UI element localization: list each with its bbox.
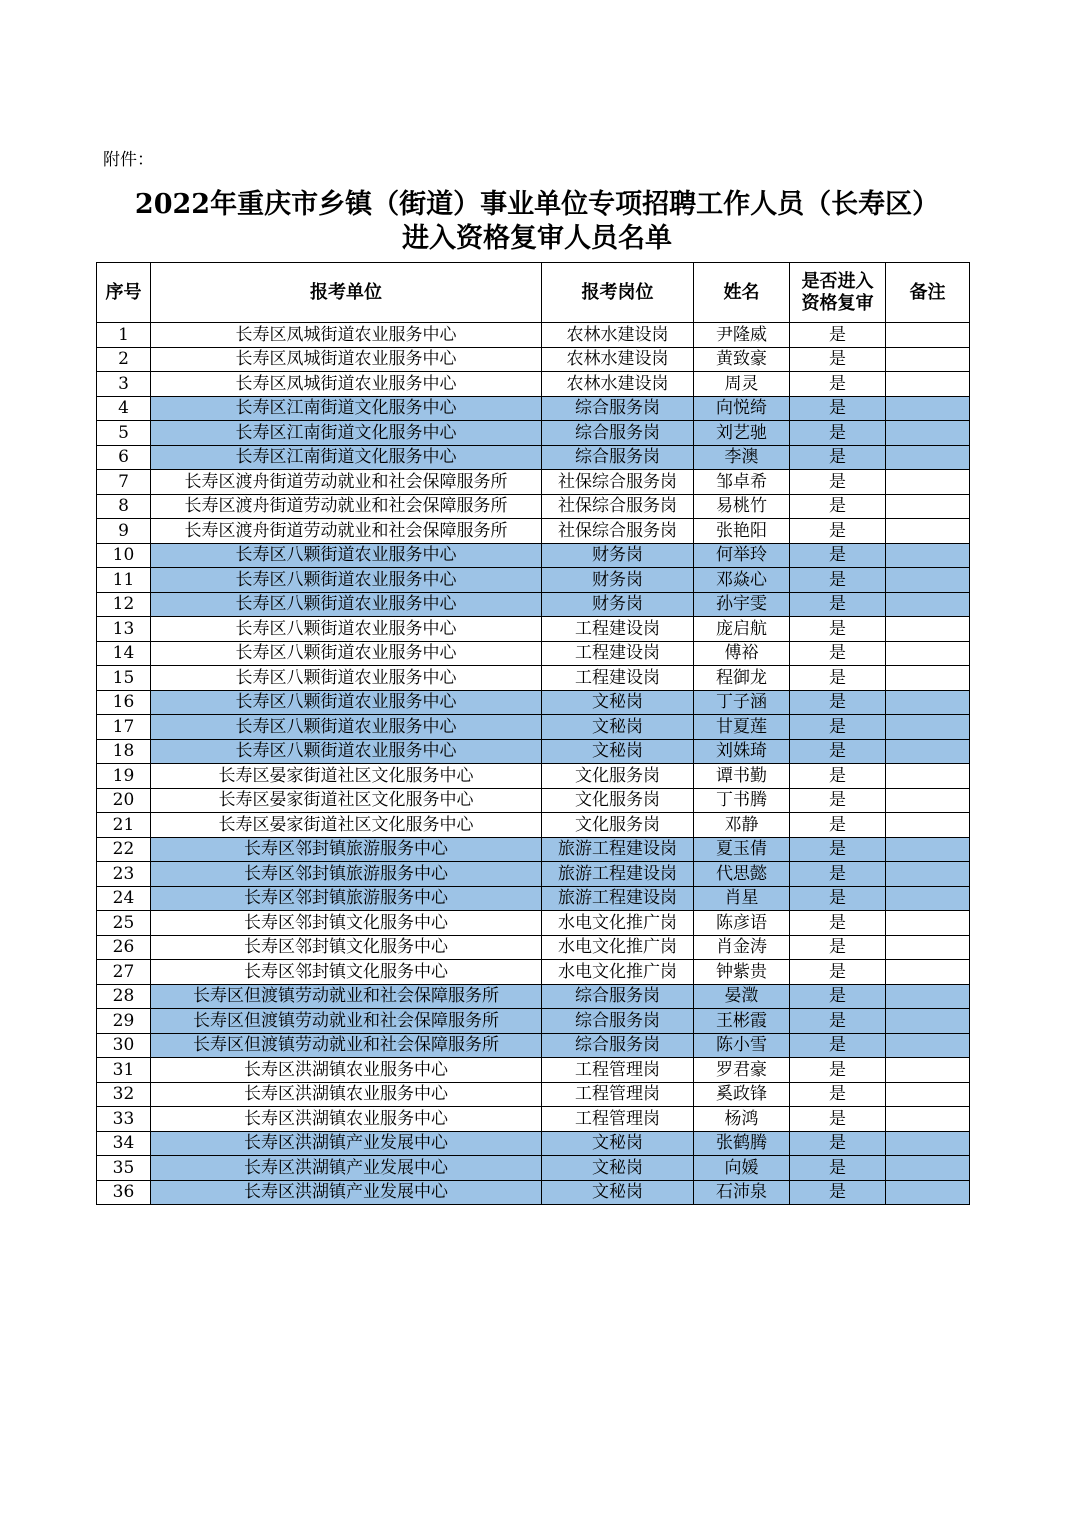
cell-name: 向悦绮 — [694, 396, 790, 421]
cell-unit: 长寿区邻封镇旅游服务中心 — [151, 837, 542, 862]
cell-review: 是 — [790, 1009, 886, 1034]
cell-post: 文秘岗 — [542, 739, 694, 764]
cell-index: 11 — [97, 568, 151, 593]
table-row — [97, 764, 970, 789]
cell-note — [886, 641, 970, 666]
cell-note — [886, 372, 970, 397]
cell-unit: 长寿区洪湖镇农业服务中心 — [151, 1107, 542, 1132]
cell-index: 29 — [97, 1009, 151, 1034]
cell-note — [886, 935, 970, 960]
cell-name: 陈小雪 — [694, 1033, 790, 1058]
table-header-row — [97, 263, 970, 323]
cell-unit: 长寿区八颗街道农业服务中心 — [151, 617, 542, 642]
cell-name: 肖金涛 — [694, 935, 790, 960]
cell-note — [886, 666, 970, 691]
cell-name: 庞启航 — [694, 617, 790, 642]
cell-note — [886, 1082, 970, 1107]
cell-index: 6 — [97, 445, 151, 470]
cell-note — [886, 1058, 970, 1083]
cell-name: 向媛 — [694, 1156, 790, 1181]
cell-unit: 长寿区八颗街道农业服务中心 — [151, 543, 542, 568]
cell-name: 代思懿 — [694, 862, 790, 887]
table-row — [97, 470, 970, 495]
cell-name: 尹隆威 — [694, 323, 790, 348]
cell-post: 水电文化推广岗 — [542, 911, 694, 936]
header-unit: 报考单位 — [151, 263, 542, 323]
header-note: 备注 — [886, 263, 970, 323]
cell-note — [886, 862, 970, 887]
cell-name: 傅裕 — [694, 641, 790, 666]
cell-review: 是 — [790, 347, 886, 372]
cell-post: 文秘岗 — [542, 1156, 694, 1181]
cell-post: 财务岗 — [542, 592, 694, 617]
cell-note — [886, 837, 970, 862]
cell-note — [886, 396, 970, 421]
cell-review: 是 — [790, 715, 886, 740]
cell-review: 是 — [790, 911, 886, 936]
table-row — [97, 935, 970, 960]
cell-post: 农林水建设岗 — [542, 323, 694, 348]
cell-index: 26 — [97, 935, 151, 960]
cell-index: 22 — [97, 837, 151, 862]
table-row — [97, 347, 970, 372]
cell-note — [886, 592, 970, 617]
cell-unit: 长寿区渡舟街道劳动就业和社会保障服务所 — [151, 470, 542, 495]
cell-review: 是 — [790, 1107, 886, 1132]
cell-note — [886, 568, 970, 593]
cell-name: 丁书腾 — [694, 788, 790, 813]
cell-unit: 长寿区洪湖镇产业发展中心 — [151, 1156, 542, 1181]
cell-unit: 长寿区邻封镇文化服务中心 — [151, 911, 542, 936]
table-row — [97, 1156, 970, 1181]
cell-review: 是 — [790, 592, 886, 617]
cell-note — [886, 886, 970, 911]
table-row — [97, 1180, 970, 1205]
table-row — [97, 886, 970, 911]
cell-post: 农林水建设岗 — [542, 347, 694, 372]
cell-index: 19 — [97, 764, 151, 789]
cell-review: 是 — [790, 494, 886, 519]
table-row — [97, 911, 970, 936]
cell-unit: 长寿区八颗街道农业服务中心 — [151, 568, 542, 593]
cell-post: 农林水建设岗 — [542, 372, 694, 397]
table-row — [97, 421, 970, 446]
cell-unit: 长寿区邻封镇文化服务中心 — [151, 935, 542, 960]
cell-index: 12 — [97, 592, 151, 617]
table-row — [97, 862, 970, 887]
cell-index: 30 — [97, 1033, 151, 1058]
cell-note — [886, 1180, 970, 1205]
cell-note — [886, 911, 970, 936]
cell-review: 是 — [790, 1180, 886, 1205]
table-row — [97, 690, 970, 715]
cell-index: 36 — [97, 1180, 151, 1205]
cell-post: 文秘岗 — [542, 1180, 694, 1205]
cell-note — [886, 739, 970, 764]
table-row — [97, 445, 970, 470]
cell-name: 程御龙 — [694, 666, 790, 691]
cell-review: 是 — [790, 764, 886, 789]
cell-review: 是 — [790, 470, 886, 495]
cell-note — [886, 813, 970, 838]
cell-unit: 长寿区晏家街道社区文化服务中心 — [151, 788, 542, 813]
cell-note — [886, 715, 970, 740]
cell-name: 李澳 — [694, 445, 790, 470]
cell-name: 邓焱心 — [694, 568, 790, 593]
cell-post: 综合服务岗 — [542, 1033, 694, 1058]
table-row — [97, 494, 970, 519]
document-title-line2: 进入资格复审人员名单 — [402, 223, 672, 254]
cell-name: 邓静 — [694, 813, 790, 838]
cell-index: 27 — [97, 960, 151, 985]
table-row — [97, 1131, 970, 1156]
cell-unit: 长寿区凤城街道农业服务中心 — [151, 372, 542, 397]
cell-note — [886, 690, 970, 715]
cell-unit: 长寿区江南街道文化服务中心 — [151, 445, 542, 470]
table-row — [97, 837, 970, 862]
cell-note — [886, 470, 970, 495]
cell-post: 文秘岗 — [542, 715, 694, 740]
cell-note — [886, 1131, 970, 1156]
table-row — [97, 519, 970, 544]
table-row — [97, 666, 970, 691]
cell-index: 20 — [97, 788, 151, 813]
cell-note — [886, 788, 970, 813]
cell-unit: 长寿区邻封镇文化服务中心 — [151, 960, 542, 985]
cell-post: 水电文化推广岗 — [542, 935, 694, 960]
cell-review: 是 — [790, 862, 886, 887]
cell-index: 32 — [97, 1082, 151, 1107]
cell-unit: 长寿区八颗街道农业服务中心 — [151, 739, 542, 764]
cell-unit: 长寿区渡舟街道劳动就业和社会保障服务所 — [151, 494, 542, 519]
cell-review: 是 — [790, 837, 886, 862]
cell-name: 杨鸿 — [694, 1107, 790, 1132]
cell-review: 是 — [790, 813, 886, 838]
cell-name: 刘艺驰 — [694, 421, 790, 446]
cell-post: 工程管理岗 — [542, 1058, 694, 1083]
table-row — [97, 788, 970, 813]
cell-review: 是 — [790, 984, 886, 1009]
cell-post: 工程建设岗 — [542, 641, 694, 666]
cell-index: 33 — [97, 1107, 151, 1132]
cell-unit: 长寿区渡舟街道劳动就业和社会保障服务所 — [151, 519, 542, 544]
cell-note — [886, 323, 970, 348]
cell-post: 文化服务岗 — [542, 764, 694, 789]
table-row — [97, 592, 970, 617]
cell-review: 是 — [790, 788, 886, 813]
cell-index: 17 — [97, 715, 151, 740]
table-row — [97, 372, 970, 397]
cell-note — [886, 1156, 970, 1181]
cell-review: 是 — [790, 617, 886, 642]
cell-unit: 长寿区邻封镇旅游服务中心 — [151, 886, 542, 911]
attachment-label: 附件： — [103, 150, 154, 170]
cell-review: 是 — [790, 543, 886, 568]
cell-note — [886, 960, 970, 985]
cell-unit: 长寿区但渡镇劳动就业和社会保障服务所 — [151, 1033, 542, 1058]
cell-unit: 长寿区八颗街道农业服务中心 — [151, 690, 542, 715]
cell-unit: 长寿区八颗街道农业服务中心 — [151, 641, 542, 666]
cell-post: 文秘岗 — [542, 1131, 694, 1156]
cell-index: 31 — [97, 1058, 151, 1083]
cell-review: 是 — [790, 1082, 886, 1107]
cell-note — [886, 984, 970, 1009]
cell-review: 是 — [790, 960, 886, 985]
cell-name: 谭书勤 — [694, 764, 790, 789]
cell-name: 肖星 — [694, 886, 790, 911]
cell-name: 易桃竹 — [694, 494, 790, 519]
table-row — [97, 960, 970, 985]
cell-index: 24 — [97, 886, 151, 911]
cell-index: 15 — [97, 666, 151, 691]
table-row — [97, 1082, 970, 1107]
cell-note — [886, 421, 970, 446]
cell-index: 4 — [97, 396, 151, 421]
cell-review: 是 — [790, 641, 886, 666]
table-row — [97, 543, 970, 568]
cell-post: 工程建设岗 — [542, 617, 694, 642]
cell-index: 2 — [97, 347, 151, 372]
cell-note — [886, 494, 970, 519]
table-row — [97, 1107, 970, 1132]
cell-name: 张鹤腾 — [694, 1131, 790, 1156]
candidate-table — [96, 262, 970, 1205]
cell-name: 钟紫贵 — [694, 960, 790, 985]
header-index: 序号 — [97, 263, 151, 323]
cell-review: 是 — [790, 1156, 886, 1181]
cell-unit: 长寿区八颗街道农业服务中心 — [151, 592, 542, 617]
cell-note — [886, 1033, 970, 1058]
cell-name: 邹卓希 — [694, 470, 790, 495]
cell-note — [886, 1107, 970, 1132]
cell-name: 孙宇雯 — [694, 592, 790, 617]
cell-index: 13 — [97, 617, 151, 642]
cell-name: 周灵 — [694, 372, 790, 397]
cell-post: 文秘岗 — [542, 690, 694, 715]
cell-name: 黄致豪 — [694, 347, 790, 372]
table-row — [97, 715, 970, 740]
cell-review: 是 — [790, 690, 886, 715]
cell-index: 16 — [97, 690, 151, 715]
cell-index: 25 — [97, 911, 151, 936]
table-row — [97, 1033, 970, 1058]
cell-name: 王彬霞 — [694, 1009, 790, 1034]
cell-post: 社保综合服务岗 — [542, 470, 694, 495]
cell-review: 是 — [790, 1033, 886, 1058]
cell-post: 财务岗 — [542, 568, 694, 593]
cell-review: 是 — [790, 372, 886, 397]
cell-unit: 长寿区凤城街道农业服务中心 — [151, 347, 542, 372]
cell-name: 罗君豪 — [694, 1058, 790, 1083]
cell-unit: 长寿区凤城街道农业服务中心 — [151, 323, 542, 348]
cell-post: 综合服务岗 — [542, 421, 694, 446]
cell-post: 旅游工程建设岗 — [542, 862, 694, 887]
cell-index: 35 — [97, 1156, 151, 1181]
cell-index: 28 — [97, 984, 151, 1009]
table-row — [97, 984, 970, 1009]
cell-unit: 长寿区洪湖镇产业发展中心 — [151, 1131, 542, 1156]
cell-unit: 长寿区但渡镇劳动就业和社会保障服务所 — [151, 1009, 542, 1034]
cell-name: 晏澂 — [694, 984, 790, 1009]
cell-name: 夏玉倩 — [694, 837, 790, 862]
cell-post: 社保综合服务岗 — [542, 494, 694, 519]
cell-unit: 长寿区八颗街道农业服务中心 — [151, 666, 542, 691]
cell-note — [886, 347, 970, 372]
cell-index: 3 — [97, 372, 151, 397]
cell-post: 综合服务岗 — [542, 396, 694, 421]
header-review — [790, 263, 886, 323]
cell-post: 水电文化推广岗 — [542, 960, 694, 985]
cell-index: 21 — [97, 813, 151, 838]
cell-post: 工程管理岗 — [542, 1107, 694, 1132]
cell-post: 社保综合服务岗 — [542, 519, 694, 544]
cell-review: 是 — [790, 1131, 886, 1156]
cell-name: 何举玲 — [694, 543, 790, 568]
cell-name: 奚政锋 — [694, 1082, 790, 1107]
table-row — [97, 641, 970, 666]
document-title-line1: 2022年重庆市乡镇（街道）事业单位专项招聘工作人员（长寿区） — [134, 189, 940, 220]
cell-unit: 长寿区晏家街道社区文化服务中心 — [151, 764, 542, 789]
cell-name: 张艳阳 — [694, 519, 790, 544]
cell-index: 14 — [97, 641, 151, 666]
cell-index: 23 — [97, 862, 151, 887]
cell-review: 是 — [790, 445, 886, 470]
cell-name: 石沛泉 — [694, 1180, 790, 1205]
cell-note — [886, 445, 970, 470]
cell-review: 是 — [790, 519, 886, 544]
cell-post: 文化服务岗 — [542, 788, 694, 813]
cell-review: 是 — [790, 323, 886, 348]
cell-unit: 长寿区邻封镇旅游服务中心 — [151, 862, 542, 887]
cell-unit: 长寿区洪湖镇农业服务中心 — [151, 1082, 542, 1107]
cell-review: 是 — [790, 666, 886, 691]
cell-review: 是 — [790, 886, 886, 911]
cell-post: 工程管理岗 — [542, 1082, 694, 1107]
cell-unit: 长寿区江南街道文化服务中心 — [151, 421, 542, 446]
cell-index: 18 — [97, 739, 151, 764]
cell-review: 是 — [790, 1058, 886, 1083]
cell-note — [886, 617, 970, 642]
header-review-line1: 是否进入 — [801, 270, 874, 292]
cell-post: 综合服务岗 — [542, 984, 694, 1009]
cell-unit: 长寿区但渡镇劳动就业和社会保障服务所 — [151, 984, 542, 1009]
cell-name: 陈彦语 — [694, 911, 790, 936]
cell-post: 旅游工程建设岗 — [542, 837, 694, 862]
cell-post: 文化服务岗 — [542, 813, 694, 838]
cell-index: 8 — [97, 494, 151, 519]
cell-note — [886, 543, 970, 568]
cell-note — [886, 519, 970, 544]
cell-unit: 长寿区江南街道文化服务中心 — [151, 396, 542, 421]
cell-review: 是 — [790, 396, 886, 421]
table-row — [97, 396, 970, 421]
cell-unit: 长寿区八颗街道农业服务中心 — [151, 715, 542, 740]
cell-name: 丁子涵 — [694, 690, 790, 715]
table-row — [97, 1009, 970, 1034]
cell-post: 工程建设岗 — [542, 666, 694, 691]
cell-index: 9 — [97, 519, 151, 544]
table-row — [97, 323, 970, 348]
header-review-line2: 资格复审 — [801, 292, 874, 314]
cell-note — [886, 764, 970, 789]
cell-review: 是 — [790, 935, 886, 960]
cell-index: 5 — [97, 421, 151, 446]
cell-name: 刘姝琦 — [694, 739, 790, 764]
header-post: 报考岗位 — [542, 263, 694, 323]
cell-index: 10 — [97, 543, 151, 568]
cell-index: 7 — [97, 470, 151, 495]
cell-unit: 长寿区洪湖镇产业发展中心 — [151, 1180, 542, 1205]
cell-index: 34 — [97, 1131, 151, 1156]
cell-index: 1 — [97, 323, 151, 348]
cell-post: 综合服务岗 — [542, 1009, 694, 1034]
cell-post: 旅游工程建设岗 — [542, 886, 694, 911]
table-row — [97, 1058, 970, 1083]
cell-review: 是 — [790, 568, 886, 593]
table-row — [97, 568, 970, 593]
table-row — [97, 739, 970, 764]
cell-post: 财务岗 — [542, 543, 694, 568]
cell-post: 综合服务岗 — [542, 445, 694, 470]
cell-note — [886, 1009, 970, 1034]
cell-review: 是 — [790, 739, 886, 764]
cell-review: 是 — [790, 421, 886, 446]
table-row — [97, 813, 970, 838]
header-name: 姓名 — [694, 263, 790, 323]
table-row — [97, 617, 970, 642]
cell-name: 甘夏莲 — [694, 715, 790, 740]
cell-unit: 长寿区晏家街道社区文化服务中心 — [151, 813, 542, 838]
cell-unit: 长寿区洪湖镇农业服务中心 — [151, 1058, 542, 1083]
table-body — [97, 323, 970, 1205]
